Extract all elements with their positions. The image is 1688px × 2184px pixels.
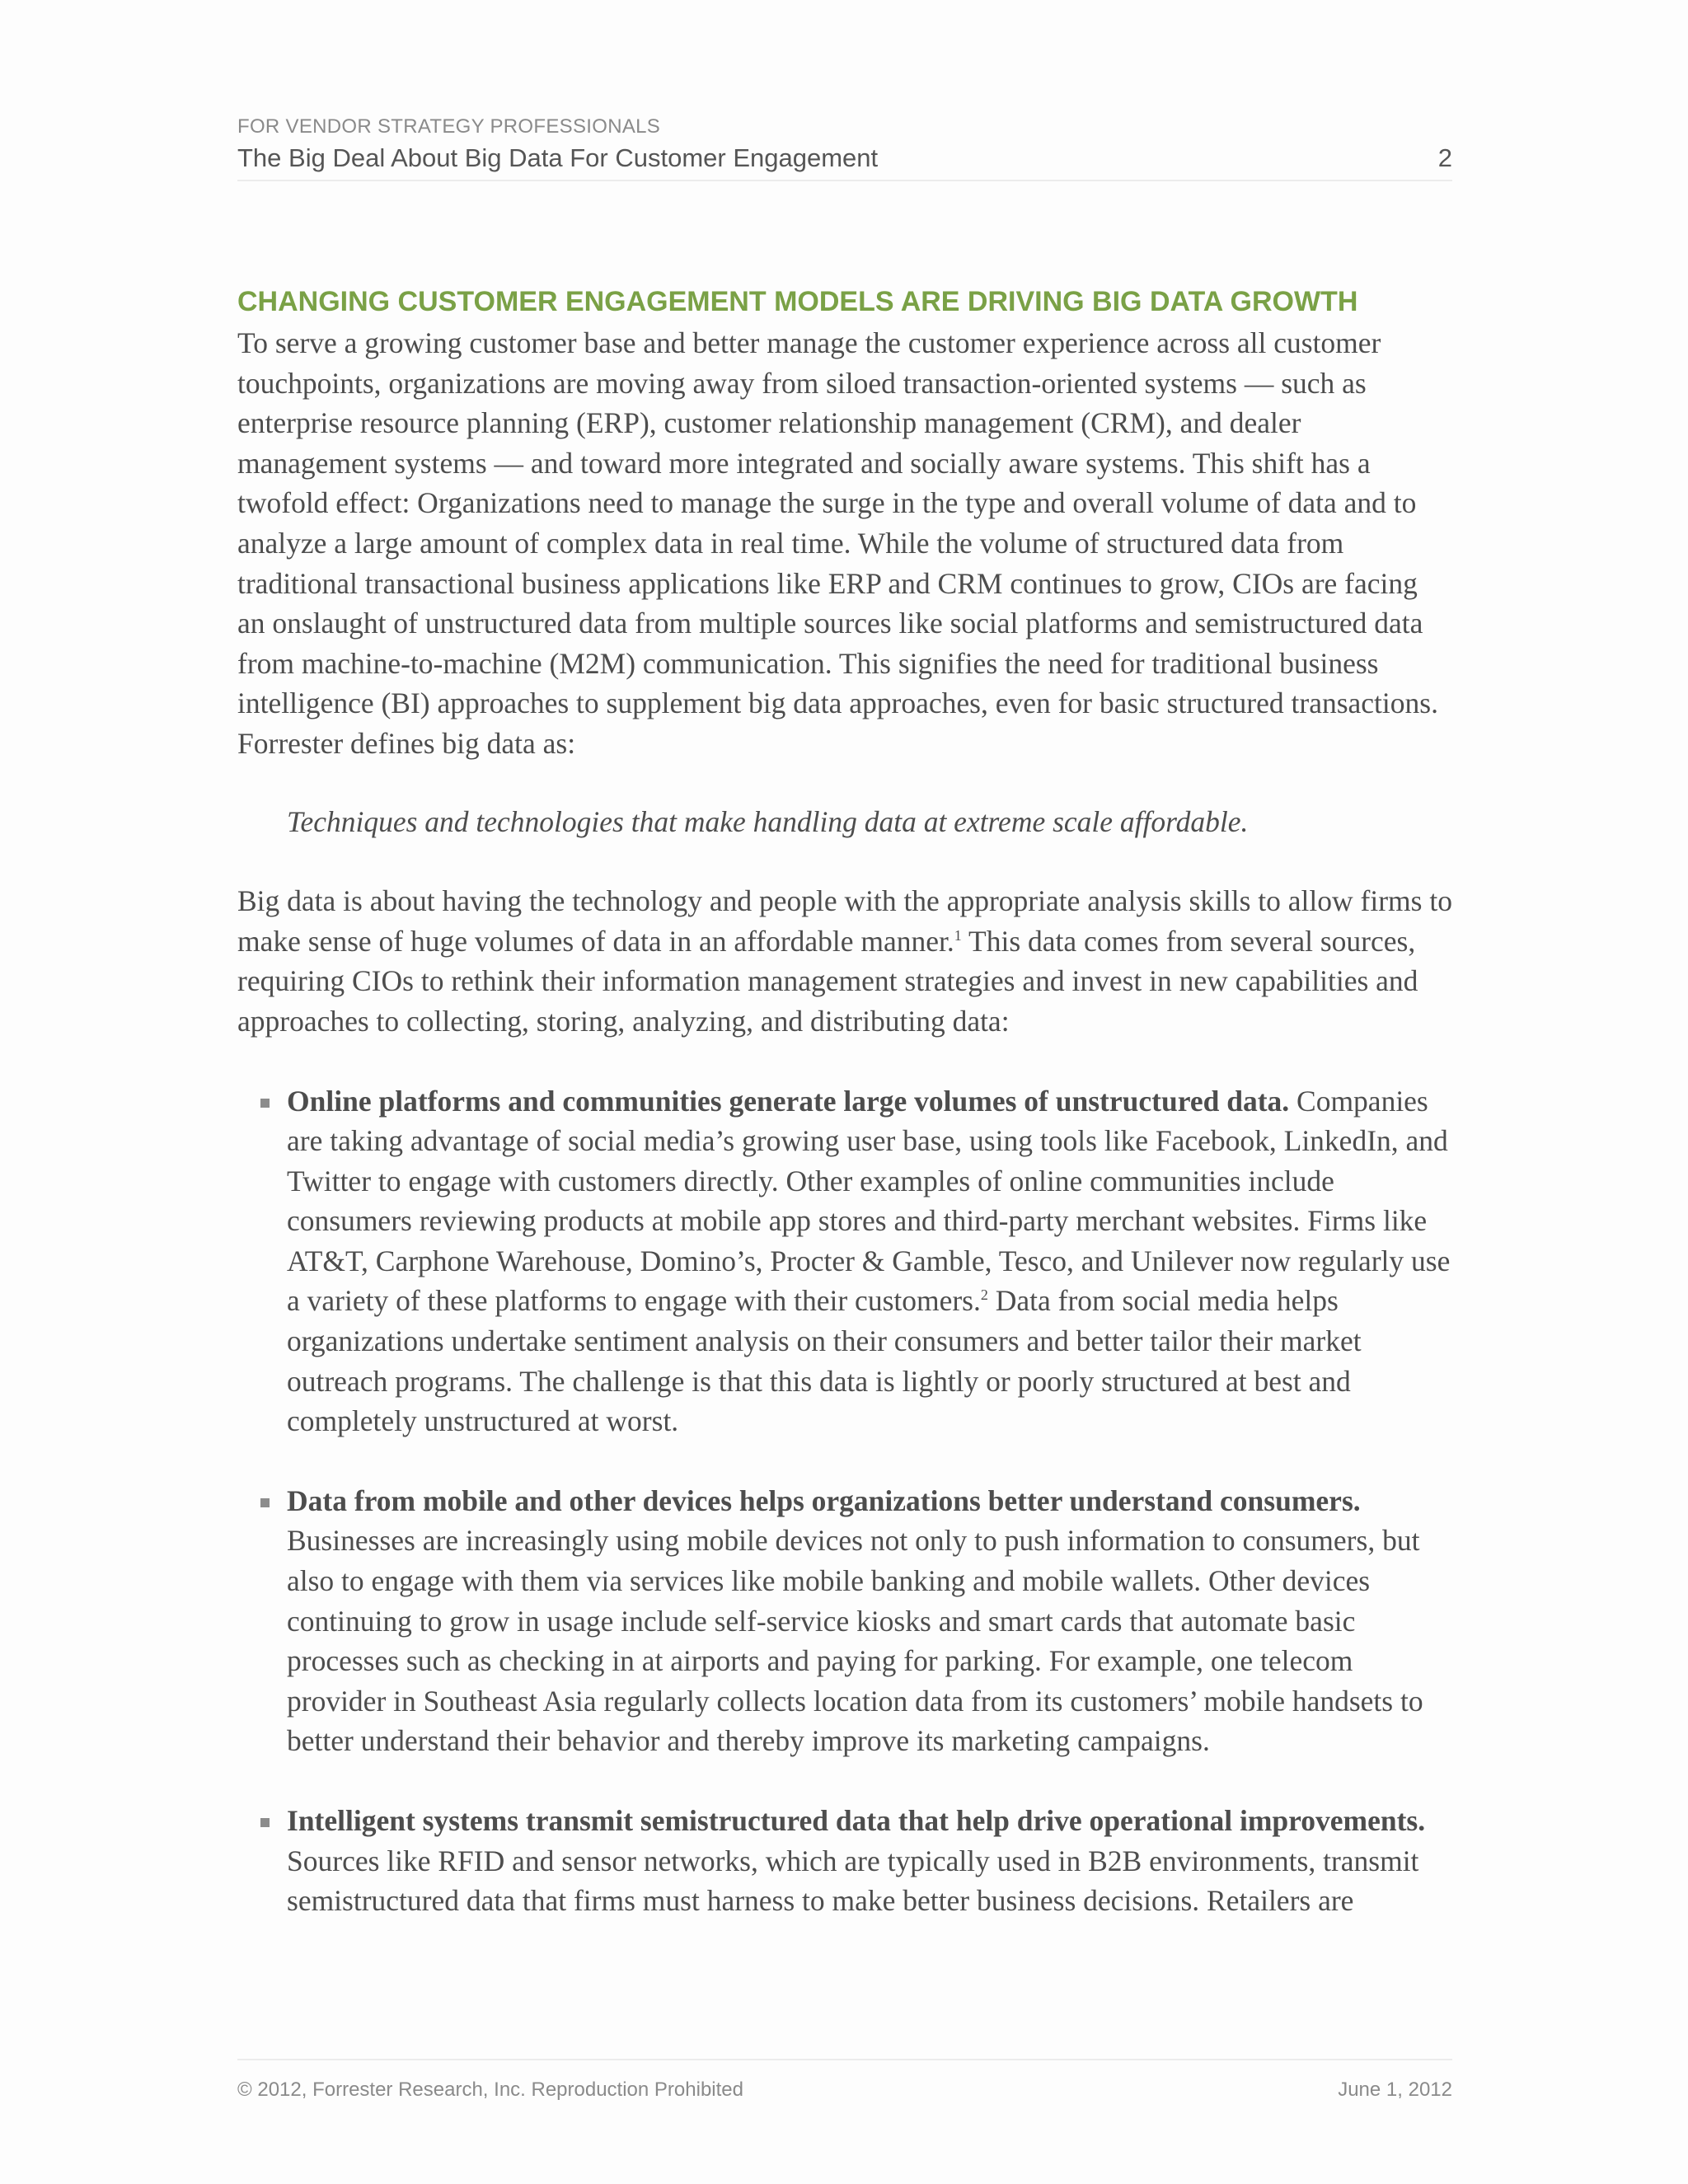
footnote-ref-2[interactable]: 2 xyxy=(980,1286,988,1304)
page-header xyxy=(237,115,1452,181)
publication-date: June 1, 2012 xyxy=(1338,2079,1452,2101)
bullet-text-cont: Data from social media helps organizations undertake sentiment analysis on their consumers and better tailor their market outreach programs. The challenge is that this data is lightly or poorly structured at best and completely unstructured at worst. xyxy=(287,1284,1362,1438)
bullet-text: Companies are taking advantage of social media’s growing user base, using tools like Facebook, LinkedIn, and Twitter to engage with customers directly. Other examples of online communities include consumers reviewing products at mobile app stores and third-party merchant websites. Firms like AT&T, Carphone Warehouse, Domino’s, Procter & Gamble, Tesco, and Unilever now regularly use a variety of these platforms to engage with their customers. xyxy=(287,1084,1451,1318)
list-item xyxy=(237,1081,1452,1441)
copyright-notice: © 2012, Forrester Research, Inc. Reproduction Prohibited xyxy=(237,2079,743,2101)
bullet-list xyxy=(237,1081,1452,1921)
square-bullet-icon xyxy=(260,1498,270,1507)
bullet-text: Sources like RFID and sensor networks, which are typically used in B2B environments, transmit semistructured data that firms must harness to make better business decisions. Retailers are xyxy=(287,1844,1419,1918)
section-heading: CHANGING CUSTOMER ENGAGEMENT MODELS ARE DRIVING BIG DATA GROWTH xyxy=(237,286,1358,317)
bullet-lead: Online platforms and communities generate large volumes of unstructured data. xyxy=(287,1084,1290,1118)
body-paragraph-text-cont: This data comes from several sources, requiring CIOs to rethink their information management strategies and invest in new capabilities and approaches to collecting, storing, analyzing, and distributing data: xyxy=(237,924,1418,1038)
page-number: 2 xyxy=(1437,143,1452,172)
bullet-text: Businesses are increasingly using mobile devices not only to push information to consumers, but also to engage with them via services like mobile banking and mobile wallets. Other devices continuing to grow in usage include self-service kiosks and smart cards that automate basic processes such as checking in at airports and paying for parking. For example, one telecom provider in Southeast Asia regularly collects location data from its customers’ mobile handsets to better understand their behavior and thereby improve its marketing campaigns. xyxy=(287,1524,1423,1758)
header-kicker: FOR VENDOR STRATEGY PROFESSIONALS xyxy=(237,115,661,138)
big-data-definition: Techniques and technologies that make handling data at extreme scale affordable. xyxy=(287,804,1249,838)
list-item xyxy=(237,1801,1452,1921)
intro-paragraph: To serve a growing customer base and better manage the customer experience across all customer touchpoints, organizations are moving away from siloed transaction-oriented systems — such as enterprise resource planning (ERP), customer relationship management (CRM), and dealer management systems — and toward more integrated and socially aware systems. This shift has a twofold effect: Organizations need to manage the surge in the type and overall volume of data and to analyze a large amount of complex data in real time. While the volume of structured data from traditional transactional business applications like ERP and CRM continues to grow, CIOs are facing an onslaught of unstructured data from multiple sources like social platforms and semistructured data from machine-to-machine (M2M) communication. This signifies the need for traditional business intelligence (BI) approaches to supplement big data approaches, even for basic structured transactions. Forrester defines big data as: xyxy=(237,326,1438,760)
main-content xyxy=(237,282,1452,1961)
square-bullet-icon xyxy=(260,1818,270,1827)
body-paragraph-text: Big data is about having the technology and people with the appropriate analysis skills to allow firms to make sense of huge volumes of data in an affordable manner. xyxy=(237,884,1452,958)
footnote-ref-1[interactable]: 1 xyxy=(954,926,962,944)
list-item xyxy=(237,1481,1452,1761)
square-bullet-icon xyxy=(260,1099,270,1108)
bullet-lead: Data from mobile and other devices helps organizations better understand consumers. xyxy=(287,1483,1361,1517)
bullet-lead: Intelligent systems transmit semistructured data that help drive operational improvements. xyxy=(287,1804,1426,1837)
body-paragraph xyxy=(237,881,1452,1041)
document-title: The Big Deal About Big Data For Customer Engagement xyxy=(237,143,879,172)
page-footer xyxy=(237,2059,1452,2101)
